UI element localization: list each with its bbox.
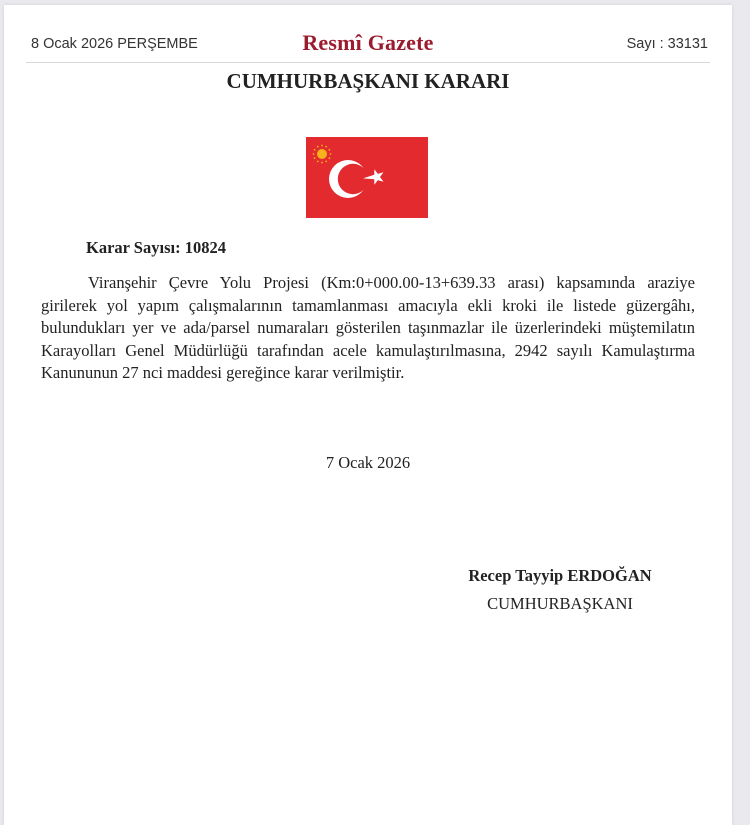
- publication-title: Resmî Gazete: [302, 30, 434, 55]
- signer-title: CUMHURBAŞKANI: [487, 594, 633, 613]
- gazette-header: [26, 30, 710, 63]
- decision-body: Viranşehir Çevre Yolu Projesi (Km:0+000.00-13+639.33 arası) kapsamında araziye girilerek yol yapım çalışmalarının tamamlanması amacıyla ekli kroki ile listede güzergâhı, bulundukları yer ve ada/parsel numaraları gösterilen taşınmazlar ile üzerlerindeki müştemilatın Karayolları Genel Müdürlüğü tarafından acele kamulaştırılmasına, 2942 sayılı Kamulaştırma Kanununun 27 nci maddesi gereğince karar verilmiştir.: [41, 273, 695, 382]
- decision-number: Karar Sayısı: 10824: [86, 238, 226, 257]
- signer-name: Recep Tayyip ERDOĞAN: [468, 566, 652, 585]
- issue-date: 8 Ocak 2026 PERŞEMBE: [31, 36, 198, 52]
- presidential-flag-icon: [306, 137, 428, 218]
- document-page: [4, 5, 732, 825]
- issue-number: Sayı : 33131: [626, 36, 708, 52]
- document-title: CUMHURBAŞKANI KARARI: [226, 69, 510, 93]
- signature-date: 7 Ocak 2026: [325, 453, 411, 472]
